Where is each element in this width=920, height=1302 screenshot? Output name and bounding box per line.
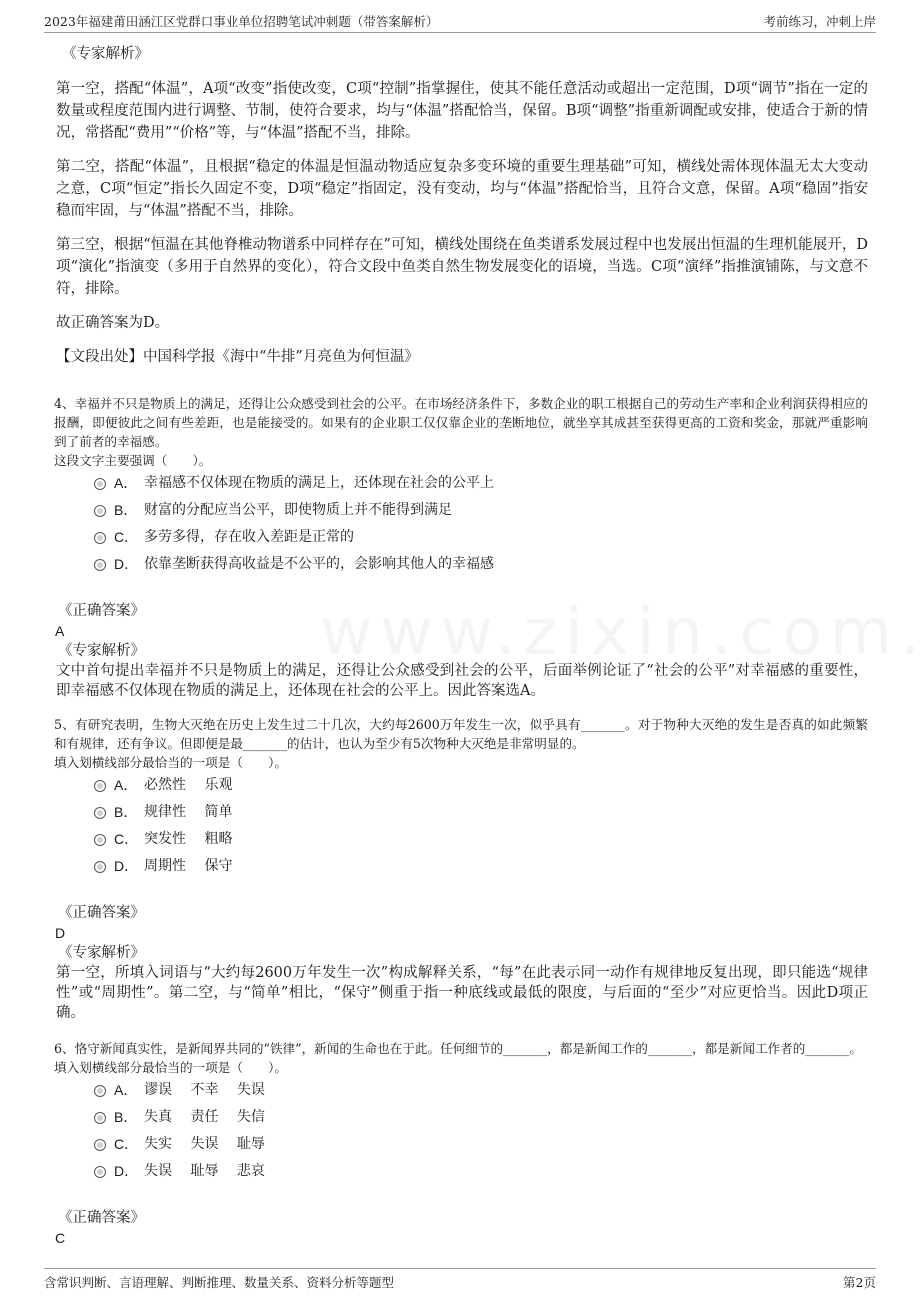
option-text: 幸福感不仅体现在物质的满足上，还体现在社会的公平上 [144,475,494,491]
radio-button[interactable] [94,780,106,792]
expert-analysis-label: 《专家解析》 [58,945,145,961]
question-prompt: 填入划横线部分最恰当的一项是（ ）。 [54,755,287,770]
option-letter: D． [114,1163,139,1179]
correct-answer-label: 《正确答案》 [58,603,145,619]
passage-source: 【文段出处】中国科学报《海中“牛排”月亮鱼为何恒温》 [56,349,419,365]
radio-button[interactable] [94,1112,106,1124]
correct-answer: A [55,623,65,639]
option-text: 多劳多得，存在收入差距是正常的 [144,529,354,545]
radio-button[interactable] [94,505,106,517]
correct-answer-label: 《正确答案》 [58,905,145,921]
correct-answer: C [55,1230,66,1246]
correct-answer-label: 《正确答案》 [58,1210,145,1226]
explanation-paragraph: 第三空，根据“恒温在其他脊椎动物谱系中同样存在”可知，横线处围绕在鱼类谱系发展过程中也发展出恒温的生理机能展开，D项“演化”指演变（多用于自然界的变化），符合文段中鱼类自然生物发展变化的语境，当选。C项“演绎”指推演铺陈，与文意不符，排除。 [56,237,868,297]
question-prompt: 这段文字主要强调（ ）。 [54,453,212,468]
option-b[interactable] [56,500,868,527]
radio-button[interactable] [94,532,106,544]
option-d[interactable] [56,554,868,581]
radio-button[interactable] [94,1139,106,1151]
q3-explanation [56,44,868,368]
question-5 [56,715,868,1023]
explanation-paragraph: 文中首句提出幸福并不只是物质上的满足，还得让公众感受到社会的公平，后面举例论证了“社会的公平”对幸福感的重要性，即幸福感不仅体现在物质的满足上，还体现在社会的公平上。因此答案选A。 [56,663,868,699]
radio-button[interactable] [94,861,106,873]
option-text: 突发性 粗略 [144,831,233,847]
option-text: 周期性 保守 [144,858,233,874]
page-number: 第2页 [843,1275,876,1290]
explanation-paragraph: 第一空，搭配“体温”，A项“改变”指使改变，C项“控制”指掌握住，使其不能任意活动或超出一定范围，D项“调节”指在一定的数量或程度范围内进行调整、节制，使符合要求，均与“体温”搭配恰当，保留。B项“调整”指重新调配或安排，使适合于新的情况，常搭配“费用”“价格”等，与“体温”搭配不当，排除。 [56,81,868,141]
radio-button[interactable] [94,478,106,490]
option-text: 失误 耻辱 悲哀 [144,1163,265,1179]
option-text: 失真 责任 失信 [144,1109,265,1125]
expert-analysis-label: 《专家解析》 [62,46,149,62]
option-letter: A． [114,777,138,793]
correct-answer: D [55,925,66,941]
radio-button[interactable] [94,559,106,571]
option-c[interactable] [56,829,868,856]
option-a[interactable] [56,473,868,500]
radio-button[interactable] [94,834,106,846]
question-6 [56,1039,868,1248]
question-stem: 6、恪守新闻真实性，是新闻界共同的“铁律”，新闻的生命也在于此。任何细节的_______，都是新闻工作的_______，都是新闻工作者的_______。 [54,1041,862,1056]
option-letter: D． [114,858,139,874]
page-header [44,10,876,33]
radio-button[interactable] [94,1166,106,1178]
radio-button[interactable] [94,807,106,819]
expert-analysis-label: 《专家解析》 [58,643,145,659]
question-stem: 4、幸福并不只是物质上的满足，还得让公众感受到社会的公平。在市场经济条件下，多数企业的职工根据自己的劳动生产率和企业利润获得相应的报酬，即便彼此之间有些差距，也是能接受的。如果有的企业职工仅仅靠企业的垄断地位，就坐享其成甚至获得更高的工资和奖金，那就严重影响到了前者的幸福感。 [54,396,869,449]
option-letter: D． [114,556,139,572]
option-letter: C． [114,831,139,847]
option-text: 依靠垄断获得高收益是不公平的，会影响其他人的幸福感 [144,556,494,572]
option-letter: A． [114,475,138,491]
option-d[interactable] [56,1161,868,1188]
option-c[interactable] [56,527,868,554]
option-text: 失实 失误 耻辱 [144,1136,265,1152]
option-letter: B． [114,502,138,518]
conclusion: 故正确答案为D。 [56,315,170,331]
page-footer [44,1268,876,1293]
question-stem: 5、有研究表明，生物大灭绝在历史上发生过二十几次，大约每2600万年发生一次，似乎具有_______。对于物种大灭绝的发生是否真的如此频繁和有规律，还有争议。但即便是最_______的估计，也认为至少有5次物种大灭绝是非常明显的。 [54,717,868,751]
option-b[interactable] [56,802,868,829]
option-text: 必然性 乐观 [144,777,233,793]
page-content [56,44,868,1248]
option-text: 谬误 不幸 失误 [144,1082,265,1098]
header-slogan: 考前练习，冲刺上岸 [763,14,876,29]
option-list [56,1080,868,1188]
option-text: 规律性 简单 [144,804,233,820]
option-c[interactable] [56,1134,868,1161]
radio-button[interactable] [94,1085,106,1097]
document-title: 2023年福建莆田涵江区党群口事业单位招聘笔试冲刺题（带答案解析） [44,14,439,29]
footer-topics: 含常识判断、言语理解、判断推理、数量关系、资料分析等题型 [44,1275,395,1290]
explanation-paragraph: 第二空，搭配“体温”，且根据“稳定的体温是恒温动物适应复杂多变环境的重要生理基础”可知，横线处需体现体温无太大变动之意，C项“恒定”指长久固定不变，D项“稳定”指固定，没有变动，均与“体温”搭配恰当，且符合文意，保留。A项“稳固”指安稳而牢固，与“体温”搭配不当，排除。 [56,159,868,219]
option-list [56,775,868,883]
option-letter: C． [114,1136,139,1152]
option-letter: A． [114,1082,138,1098]
option-a[interactable] [56,775,868,802]
option-list [56,473,868,581]
option-letter: B． [114,1109,138,1125]
option-text: 财富的分配应当公平，即使物质上并不能得到满足 [144,502,452,518]
option-b[interactable] [56,1107,868,1134]
option-letter: B． [114,804,138,820]
question-4 [56,394,868,701]
question-prompt: 填入划横线部分最恰当的一项是（ ）。 [54,1060,287,1075]
option-letter: C． [114,529,139,545]
option-a[interactable] [56,1080,868,1107]
explanation-paragraph: 第一空，所填入词语与“大约每2600万年发生一次”构成解释关系，“每”在此表示同一动作有规律地反复出现，即只能选“规律性”或“周期性”。第二空，与“简单”相比，“保守”侧重于指一种底线或最低的限度，与后面的“至少”对应更恰当。因此D项正确。 [56,965,868,1021]
option-d[interactable] [56,856,868,883]
